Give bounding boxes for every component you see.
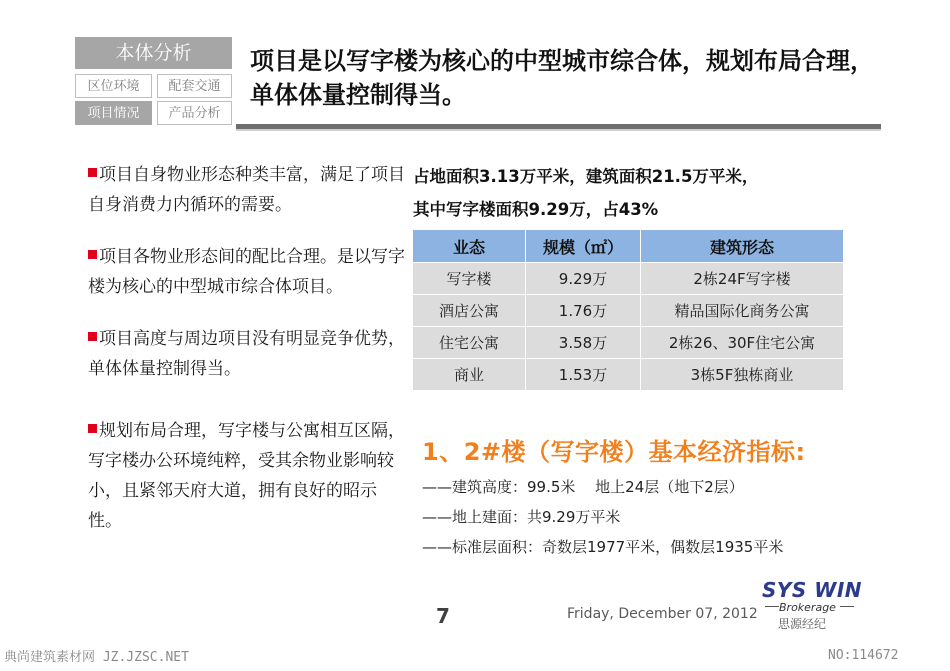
- table-row: [413, 263, 844, 295]
- table-cell: 住宅公寓: [413, 327, 526, 359]
- table-cell: 商业: [413, 359, 526, 391]
- table-header: 业态: [413, 230, 526, 263]
- econ-indicators-title: 1、2#楼（写字楼）基本经济指标:: [422, 438, 806, 466]
- table-cell: 酒店公寓: [413, 295, 526, 327]
- footer-date: Friday, December 07, 2012: [567, 606, 758, 622]
- bullet-marker: [88, 168, 97, 177]
- table-header-row: [413, 230, 844, 263]
- logo-brokerage: Brokerage: [779, 601, 836, 614]
- bullet-item: [88, 160, 408, 220]
- table-cell: 2栋24F写字楼: [641, 263, 844, 295]
- watermark-number: NO:114672: [828, 648, 899, 663]
- logo-chinese-name: 思源经纪: [778, 617, 827, 631]
- section-title: 本体分析: [75, 37, 232, 69]
- bullet-marker: [88, 424, 97, 433]
- watermark-site: 典尚建筑素材网 JZ.JZSC.NET: [4, 650, 189, 665]
- table-header: 规模（㎡）: [526, 230, 641, 263]
- bullet-item: [88, 324, 408, 384]
- logo-rule-left: [765, 606, 779, 607]
- table-cell: 精品国际化商务公寓: [641, 295, 844, 327]
- table-cell: 3栋5F独栋商业: [641, 359, 844, 391]
- bullet-marker: [88, 332, 97, 341]
- table-cell: 9.29万: [526, 263, 641, 295]
- bullet-text: 项目各物业形态间的配比合理。是以写字楼为核心的中型城市综合体项目。: [88, 247, 405, 297]
- area-stats-line1: 占地面积3.13万平米，建筑面积21.5万平米，: [413, 167, 759, 186]
- tab-product-analysis[interactable]: 产品分析: [157, 101, 232, 125]
- area-stats-line2: 其中写字楼面积9.29万，占43%: [413, 200, 659, 219]
- header-divider-shadow: [236, 129, 881, 131]
- bullet-text: 规划布局合理，写字楼与公寓相互区隔，写字楼办公环境纯粹，受其余物业影响较小，且紧邻天府大道，拥有良好的昭示性。: [88, 421, 405, 531]
- table-cell: 1.53万: [526, 359, 641, 391]
- bullet-text: 项目自身物业形态种类丰富，满足了项目自身消费力内循环的需要。: [88, 165, 405, 215]
- table-row: [413, 295, 844, 327]
- syswin-logo: SYS WIN: [762, 578, 862, 602]
- econ-line: ——标准层面积：奇数层1977平米，偶数层1935平米: [422, 538, 784, 556]
- tab-location[interactable]: 区位环境: [75, 74, 152, 98]
- econ-line: ——地上建面：共9.29万平米: [422, 508, 621, 526]
- tab-project-info[interactable]: 项目情况: [75, 101, 152, 125]
- table-header: 建筑形态: [641, 230, 844, 263]
- table-cell: 2栋26、30F住宅公寓: [641, 327, 844, 359]
- bullet-item: [88, 416, 408, 536]
- page-headline: 项目是以写字楼为核心的中型城市综合体，规划布局合理，单体体量控制得当。: [250, 47, 874, 109]
- area-stats: [413, 160, 833, 226]
- bullet-text: 项目高度与周边项目没有明显竞争优势，单体体量控制得当。: [88, 329, 405, 379]
- property-mix-table: [412, 229, 844, 391]
- logo-rule-right: [840, 606, 854, 607]
- table-cell: 3.58万: [526, 327, 641, 359]
- table-cell: 1.76万: [526, 295, 641, 327]
- bullet-marker: [88, 250, 97, 259]
- econ-line: ——建筑高度：99.5米 地上24层（地下2层）: [422, 478, 744, 496]
- table-row: [413, 359, 844, 391]
- table-row: [413, 327, 844, 359]
- econ-indicators: [422, 472, 783, 562]
- table-cell: 写字楼: [413, 263, 526, 295]
- bullet-item: [88, 242, 408, 302]
- tab-transport[interactable]: 配套交通: [157, 74, 232, 98]
- page-number: 7: [436, 604, 450, 628]
- bullet-list: [88, 160, 408, 536]
